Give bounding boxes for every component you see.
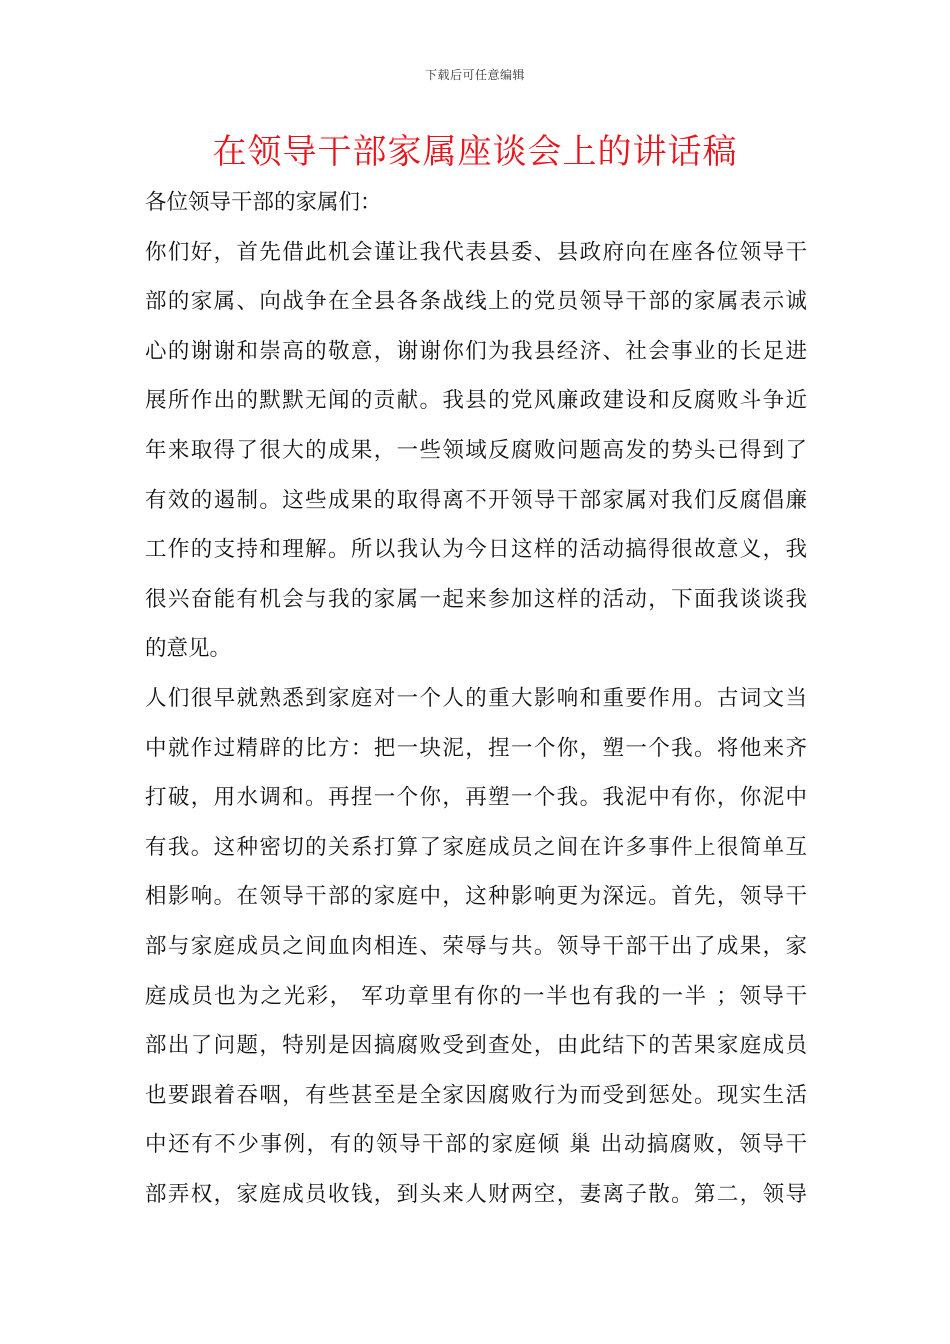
document-body — [145, 178, 807, 1219]
paragraph-line: 展所作出的默默无闻的贡献。我县的党风廉政建设和反腐败斗争近 — [145, 388, 807, 414]
paragraph-line: 工作的支持和理解。所以我认为今日这样的活动搞得很故意义，我 — [145, 537, 807, 563]
paragraph-line: 庭成员也为之光彩， 军功章里有你的一半也有我的一半 ；领导干 — [145, 983, 807, 1009]
salutation-line: 各位领导干部的家属们： — [145, 190, 382, 215]
paragraph-line: 中就作过精辟的比方：把一块泥，捏一个你，塑一个我。将他来齐 — [145, 735, 807, 761]
document-title: 在领导干部家属座谈会上的讲话稿 — [212, 132, 738, 172]
paragraph-line: 部弄权，家庭成员收钱，到头来人财两空，妻离子散。第二，领导 — [145, 1181, 807, 1207]
paragraph-line: 有我。这种密切的关系打算了家庭成员之间在许多事件上很简单互 — [145, 834, 807, 860]
paragraph-line: 人们很早就熟悉到家庭对一个人的重大影响和重要作用。古词文当 — [145, 685, 807, 711]
paragraph-line: 打破，用水调和。再捏一个你，再塑一个我。我泥中有你，你泥中 — [145, 785, 807, 811]
paragraph-line: 心的谢谢和崇高的敬意，谢谢你们为我县经济、社会事业的长足进 — [145, 338, 807, 364]
header-note: 下载后可任意编辑 — [424, 68, 525, 82]
paragraph-line: 部的家属、向战争在全县各条战线上的党员领导干部的家属表示诚 — [145, 289, 807, 315]
paragraph-line: 有效的遏制。这些成果的取得离不开领导干部家属对我们反腐倡廉 — [145, 487, 807, 513]
paragraph-line: 你们好，首先借此机会谨让我代表县委、县政府向在座各位领导干 — [145, 239, 807, 265]
paragraph-line: 部出了问题，特别是因搞腐败受到查处，由此结下的苦果家庭成员 — [145, 1033, 807, 1059]
paragraph-line: 中还有不少事例，有的领导干部的家庭倾 巢 出动搞腐败，领导干 — [145, 1132, 807, 1158]
paragraph-line: 部与家庭成员之间血肉相连、荣辱与共。领导干部干出了成果，家 — [145, 933, 807, 959]
paragraph-line: 相影响。在领导干部的家庭中，这种影响更为深远。首先，领导干 — [145, 884, 807, 910]
paragraph-line: 的意见。 — [145, 636, 232, 662]
paragraph-line: 很兴奋能有机会与我的家属一起来参加这样的活动，下面我谈谈我 — [145, 586, 807, 612]
paragraph-line: 年来取得了很大的成果，一些领域反腐败问题高发的势头已得到了 — [145, 437, 807, 463]
paragraph-line: 也要跟着吞咽，有些甚至是全家因腐败行为而受到惩处。现实生活 — [145, 1082, 807, 1108]
